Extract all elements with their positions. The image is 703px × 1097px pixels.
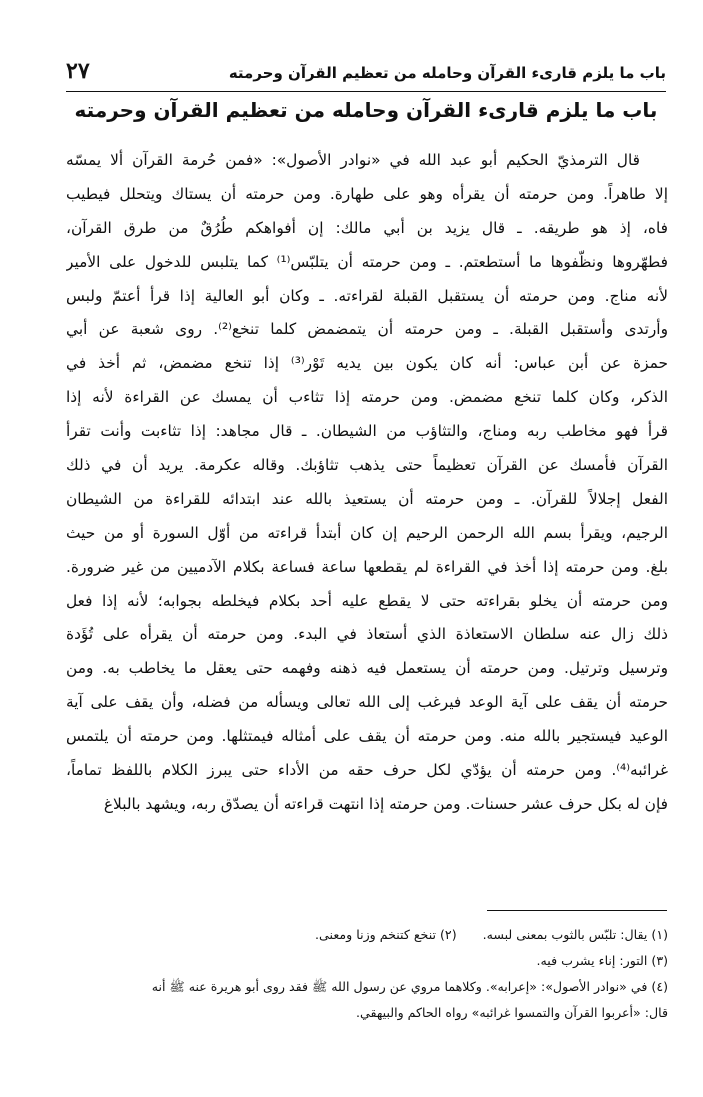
body-line: الرجيم، ويقرأ بسم الله الرحمن الرحيم إن كان أبتدأ قراءته من أوّل السورة أو من حيث [66, 523, 668, 542]
page-number: ٢٧ [66, 58, 90, 84]
body-line: القرآن فأمسك عن القرآن تعظيماً حتى يذهب تثاؤبك. وقاله عكرمة. يريد أن في ذلك [66, 456, 668, 475]
body-line: قرأ فهو مخاطب ربه ومناج، والتثاؤب من الشيطان. ـ قال مجاهد: إذا تثاءبت وأنت تقرأ [66, 422, 668, 441]
footnotes [66, 922, 668, 1026]
chapter-title: باب ما يلزم قارىء القرآن وحامله من تعظيم القرآن وحرمته [74, 98, 658, 122]
body-line: بلغ. ومن حرمته إذا أخذ في القراءة لم يقطعها ساعة فساعة بكلام الآدميين من غير ضرورة. [66, 557, 668, 576]
body-line: غرائبه⁽⁴⁾. ومن حرمته أن يؤدّي لكل حرف حقه من الأداء حتى يبرز الكلام باللفظ تماماً، [66, 761, 668, 780]
body-line: فإن له بكل حرف عشر حسنات. ومن حرمته إذا انتهت قراءته أن يصدّق ربه، ويشهد بالبلاغ [103, 794, 668, 813]
body-line: حرمته أن يقف على آية الوعد فيرغب إلى الله تعالى ويسأله من فضله، وأن يقف على آية [66, 693, 668, 712]
footnote-1: (١) يقال: تلبّس بالثوب بمعنى لبسه. [482, 927, 668, 942]
body-line: لأنه مناج. ومن حرمته أن يستقبل القبلة لقراءته. ـ وكان أبو العالية إذا قرأ أعتمّ ولبس [66, 286, 668, 305]
body-line: وأرتدى وأستقبل القبلة. ـ ومن حرمته أن يتمضمض كلما تنخع⁽²⁾. روى شعبة عن أبي [66, 320, 668, 339]
body-text [66, 144, 668, 822]
footnote-3: (٣) التور: إناء يشرب فيه. [536, 953, 668, 968]
running-title: باب ما يلزم قارىء القرآن وحامله من تعظيم القرآن وحرمته [228, 64, 666, 82]
footnote-2: (٢) تنخع كتنخم وزنا ومعنى. [315, 927, 457, 942]
footnote-4-continued: قال: «أعربوا القرآن والتمسوا غرائبه» رواه الحاكم والبيهقي. [355, 1005, 668, 1020]
running-header [66, 58, 666, 88]
body-line: الوعيد فيستجير بالله منه. ومن حرمته أن يقف على أمثاله فيمتثلها. ومن حرمته أن يلتمس [66, 727, 668, 746]
body-line: الذكر، وكان كلما تنخع مضمض. ومن حرمته إذا تثاءب أن يمسك عن القراءة لأنه إذا [66, 388, 668, 407]
footnote-divider [487, 910, 667, 911]
body-line: ذلك زال عنه سلطان الاستعاذة الذي أستعاذ في البدء. ومن حرمته أن يقرأه على تُؤَدة [66, 625, 668, 644]
body-line: حمزة عن أبن عباس: أنه كان يكون بين يديه تَوْر⁽³⁾ إذا تنخع مضمض، ثم أخذ في [66, 354, 668, 373]
body-line: قال الترمذيّ الحكيم أبو عبد الله في «نوادر الأصول»: «فمن حُرمة القرآن ألا يمسّه [66, 151, 640, 169]
footnote-row [66, 922, 668, 948]
footnote-4: (٤) في «نوادر الأصول»: «إعرابه». وكلاهما مروي عن رسول الله ﷺ فقد روى أبو هريرة عنه ﷺ أنه [151, 979, 668, 994]
body-line: الفعل إجلالاً للقرآن. ـ ومن حرمته أن يستعيذ بالله عند ابتدائه للقراءة من الشيطان [66, 489, 668, 508]
header-divider [66, 91, 666, 92]
body-line: فاه، إذ هو طريقه. ـ قال يزيد بن أبي مالك: إن أفواهكم طُرُقٌ من طرق القرآن، [66, 218, 668, 237]
body-line: إلا طاهراً. ومن حرمته أن يقرأه وهو على طهارة. ومن حرمته أن يستاك ويتحلل فيطيب [66, 184, 668, 203]
body-line: ومن حرمته أن يخلو بقراءته حتى لا يقطع عليه أحد بكلام فيخلطه بجوابه؛ لأنه إذا فعل [66, 591, 668, 610]
body-line: وترسيل وترتيل. ومن حرمته أن يستعمل فيه ذهنه وفهمه حتى يعقل ما يخاطب به. ومن [66, 659, 668, 678]
body-line: فطهّروها ونظّفوها ما أستطعتم. ـ ومن حرمته أن يتلبّس⁽¹⁾ كما يتلبس للدخول على الأمير [66, 252, 668, 271]
